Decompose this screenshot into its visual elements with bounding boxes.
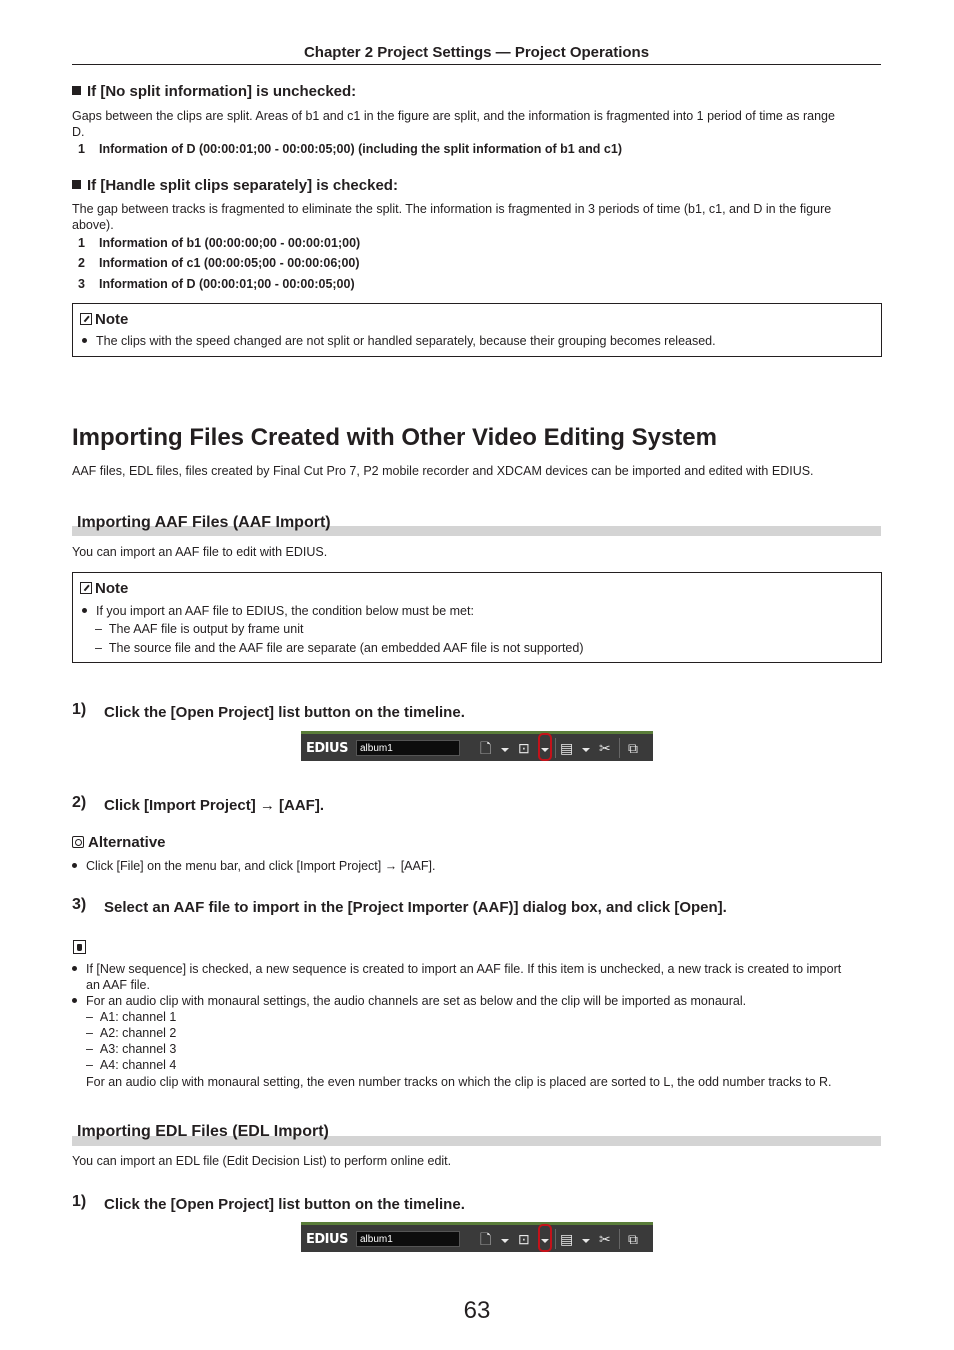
- toolbar-separator: [555, 738, 556, 758]
- note-dash-text: The AAF file is output by frame unit: [108, 622, 304, 636]
- new-project-list-arrow-icon[interactable]: [501, 1239, 509, 1243]
- note-title: [80, 311, 128, 328]
- note-dash-item: – The source file and the AAF file are separate (an embedded AAF file is not supported): [95, 641, 584, 655]
- edl-intro: You can import an EDL file (Edit Decision List) to perform online edit.: [72, 1154, 452, 1168]
- open-project-icon[interactable]: ⊡: [518, 740, 530, 756]
- handle-split-para-line2: above).: [72, 218, 114, 232]
- edl-section-heading: Importing EDL Files (EDL Import): [77, 1123, 329, 1140]
- handle-split-heading: [72, 177, 398, 194]
- alternative-bullet: [72, 859, 435, 873]
- alternative-icon: [72, 836, 84, 848]
- square-bullet-icon: [72, 180, 81, 189]
- note-title: [80, 580, 128, 597]
- note-label: Note: [95, 311, 129, 328]
- tip-dash-item: – A3: channel 3: [86, 1042, 177, 1056]
- page-title: Importing Files Created with Other Video Editing System: [72, 424, 717, 451]
- header-rule: [72, 64, 881, 65]
- handle-split-para-line1: The gap between tracks is fragmented to eliminate the split. The information is fragmented in 3 periods of time (b1, c1, and D in the figure: [72, 202, 832, 216]
- sequence-name-field[interactable]: album1: [356, 740, 460, 756]
- bullet-dot-icon: [72, 863, 77, 868]
- note-box: [72, 572, 882, 663]
- save-project-icon[interactable]: ▤: [560, 740, 574, 756]
- no-split-heading-text: If [No split information] is unchecked:: [87, 83, 357, 100]
- new-project-icon[interactable]: 🗋: [480, 740, 492, 756]
- tip-bullet: [72, 994, 746, 1008]
- handle-split-item-number: 2: [78, 256, 85, 270]
- step-text: Click [Import Project] → [AAF].: [104, 797, 325, 814]
- no-split-item-number: 1: [78, 142, 85, 156]
- toolbar-separator: [619, 738, 620, 758]
- edius-logo: EDIUS: [306, 1232, 348, 1247]
- no-split-item-text: Information of D (00:00:01;00 - 00:00:05;00) (including the split information of b1 and c1): [99, 142, 622, 156]
- tip-hand-icon: [73, 940, 86, 954]
- main-intro: AAF files, EDL files, files created by Final Cut Pro 7, P2 mobile recorder and XDCAM devices can be imported and edited with EDIUS.: [72, 464, 814, 478]
- handle-split-item-text: Information of b1 (00:00:00;00 - 00:00:01;00): [99, 236, 361, 250]
- timeline-toolbar: [301, 1222, 653, 1252]
- tip-dash-text: A2: channel 2: [99, 1026, 177, 1040]
- bullet-dot-icon: [72, 998, 77, 1003]
- step-text: Select an AAF file to import in the [Project Importer (AAF)] dialog box, and click [Open].: [104, 899, 727, 916]
- edius-logo: EDIUS: [306, 741, 348, 756]
- tip-title: [73, 940, 86, 959]
- note-dash-item: – The AAF file is output by frame unit: [95, 622, 304, 636]
- no-split-para-line2: D.: [72, 125, 85, 139]
- toolbar-separator: [619, 1229, 620, 1249]
- alternative-title: [72, 834, 166, 851]
- note-label: Note: [95, 580, 129, 597]
- aaf-section-heading: Importing AAF Files (AAF Import): [77, 514, 331, 531]
- new-project-icon[interactable]: 🗋: [480, 1231, 492, 1247]
- step-number: 2): [72, 794, 87, 811]
- page-number: 63: [463, 1297, 491, 1324]
- step-text: Click the [Open Project] list button on the timeline.: [104, 1196, 465, 1213]
- note-icon: [80, 313, 92, 325]
- note-bullet: [82, 604, 474, 618]
- copy-icon[interactable]: ⧉: [628, 1231, 638, 1247]
- toolbar-separator: [555, 1229, 556, 1249]
- tip-dash-item: – A1: channel 1: [86, 1010, 177, 1024]
- new-project-list-arrow-icon[interactable]: [501, 748, 509, 752]
- handle-split-item-text: Information of c1 (00:00:05;00 - 00:00:06;00): [99, 256, 360, 270]
- tip-dash-item: – A2: channel 2: [86, 1026, 177, 1040]
- timeline-toolbar: [301, 731, 653, 761]
- step-number: 1): [72, 701, 87, 718]
- handle-split-item-number: 3: [78, 277, 85, 291]
- alternative-label: Alternative: [88, 834, 166, 851]
- no-split-heading: [72, 83, 356, 100]
- tip-bullet: [72, 962, 841, 976]
- highlight-marker: [538, 1224, 552, 1252]
- aaf-intro: You can import an AAF file to edit with EDIUS.: [72, 545, 328, 559]
- save-project-list-arrow-icon[interactable]: [582, 748, 590, 752]
- tip-dash-text: A4: channel 4: [99, 1058, 177, 1072]
- bullet-dot-icon: [72, 966, 77, 971]
- save-project-list-arrow-icon[interactable]: [582, 1239, 590, 1243]
- tip-bullet-text: For an audio clip with monaural settings, the audio channels are set as below and the clip will be imported as monaural.: [86, 994, 747, 1008]
- highlight-marker: [538, 733, 552, 761]
- note-icon: [80, 582, 92, 594]
- handle-split-heading-text: If [Handle split clips separately] is checked:: [87, 177, 398, 194]
- bullet-dot-icon: [82, 608, 87, 613]
- tip-dash-item: – A4: channel 4: [86, 1058, 177, 1072]
- tip-bullet-continuation: an AAF file.: [86, 978, 150, 992]
- tip-dash-text: A3: channel 3: [99, 1042, 177, 1056]
- step-number: 1): [72, 1193, 87, 1210]
- bullet-dot-icon: [82, 338, 87, 343]
- square-bullet-icon: [72, 86, 81, 95]
- step-number: 3): [72, 896, 87, 913]
- copy-icon[interactable]: ⧉: [628, 740, 638, 756]
- step-text: Click the [Open Project] list button on the timeline.: [104, 704, 465, 721]
- note-dash-text: The source file and the AAF file are separate (an embedded AAF file is not supported): [108, 641, 584, 655]
- handle-split-item-number: 1: [78, 236, 85, 250]
- open-project-icon[interactable]: ⊡: [518, 1231, 530, 1247]
- tip-dash-text: A1: channel 1: [99, 1010, 177, 1024]
- save-project-icon[interactable]: ▤: [560, 1231, 574, 1247]
- running-header: Chapter 2 Project Settings — Project Operations: [303, 44, 650, 61]
- tip-tail-text: For an audio clip with monaural setting, the even number tracks on which the clip is placed are sorted to L, the odd number tracks to R.: [86, 1075, 832, 1089]
- note-box: [72, 303, 882, 357]
- cut-icon[interactable]: ✂: [599, 740, 611, 756]
- no-split-para-line1: Gaps between the clips are split. Areas of b1 and c1 in the figure are split, and the information is fragmented into 1 period of time as range: [72, 109, 835, 123]
- tip-bullet-text: If [New sequence] is checked, a new sequence is created to import an AAF file. If this item is unchecked, a new track is created to import: [86, 962, 842, 976]
- note-bullet-text: If you import an AAF file to EDIUS, the condition below must be met:: [96, 604, 474, 618]
- cut-icon[interactable]: ✂: [599, 1231, 611, 1247]
- alternative-bullet-text: Click [File] on the menu bar, and click [Import Project] → [AAF].: [86, 859, 436, 873]
- handle-split-item-text: Information of D (00:00:01;00 - 00:00:05;00): [99, 277, 355, 291]
- sequence-name-field[interactable]: album1: [356, 1231, 460, 1247]
- note-bullet: [82, 334, 716, 348]
- note-bullet-text: The clips with the speed changed are not split or handled separately, because their grouping becomes released.: [96, 334, 716, 348]
